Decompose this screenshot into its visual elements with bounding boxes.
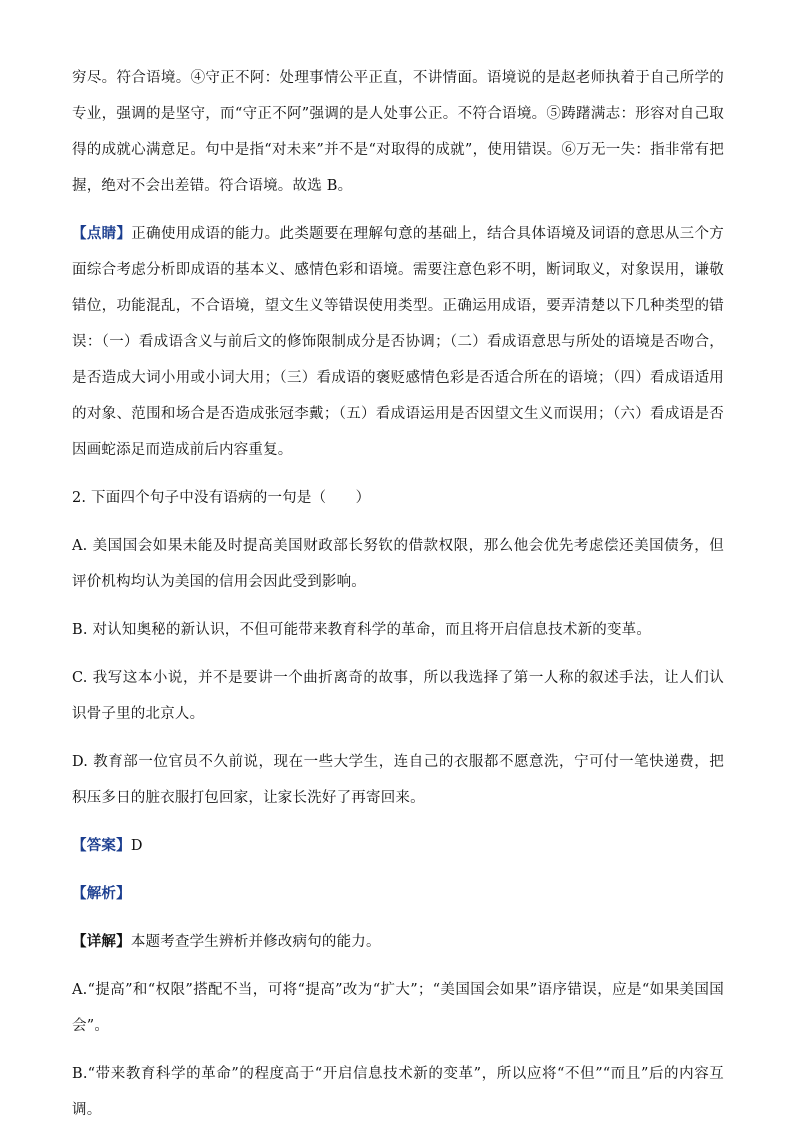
- option-c: C. 我写这本小说，并不是要讲一个曲折离奇的故事，所以我选择了第一人称的叙述手法，让人们认识骨子里的北京人。: [72, 670, 724, 722]
- detail-intro: 本题考查学生辨析并修改病句的能力。: [130, 934, 381, 950]
- detail-item-b: B.“带来教育科学的革命”的程度高于“开启信息技术新的变革”，所以应将“不但”“而且”后的内容互调。: [72, 1066, 724, 1118]
- detail-label: 【详解】: [72, 933, 131, 950]
- dianjing-section: [72, 216, 724, 468]
- question-stem: 2. 下面四个句子中没有语病的一句是（ ）: [72, 490, 371, 506]
- detail-intro-line: [72, 924, 724, 960]
- answer-line: [72, 828, 724, 864]
- analysis-heading: [72, 876, 724, 912]
- analysis-label: 【解析】: [72, 885, 131, 902]
- dianjing-label: 【点睛】: [72, 225, 132, 242]
- previous-explanation-continuation: 穷尽。符合语境。④守正不阿：处理事情公平正直，不讲情面。语境说的是赵老师执着于自己所学的专业，强调的是坚守，而“守正不阿”强调的是人处事公正。不符合语境。⑤踌躇满志：形容对自己取得的成就心满意足。句中是指“对未来”并不是“对取得的成就”，使用错误。⑥万无一失：指非常有把握，绝对不会出差错。符合语境。故选 B。: [72, 70, 724, 194]
- dianjing-text: 正确使用成语的能力。此类题要在理解句意的基础上，结合具体语境及词语的意思从三个方面综合考虑分析即成语的基本义、感情色彩和语境。需要注意色彩不明，断词取义，对象误用，谦敬错位，功能混乱，不合语境，望文生义等错误使用类型。正确运用成语，要弄清楚以下几种类型的错误：（一）看成语含义与前后文的修饰限制成分是否协调；（二）看成语意思与所处的语境是否吻合，是否造成大词小用或小词大用；（三）看成语的褒贬感情色彩是否适合所在的语境；（四）看成语适用的对象、范围和场合是否造成张冠李戴；（五）看成语运用是否因望文生义而误用；（六）看成语是否因画蛇添足而造成前后内容重复。: [72, 226, 724, 458]
- detail-item-a: A.“提高”和“权限”搭配不当，可将“提高”改为“扩大”；“美国国会如果”语序错误，应是“如果美国国会”。: [72, 982, 724, 1034]
- answer-value: D: [130, 838, 143, 854]
- document-page: [72, 60, 724, 1128]
- option-d: D. 教育部一位官员不久前说，现在一些大学生，连自己的衣服都不愿意洗，宁可付一笔快递费，把积压多日的脏衣服打包回家，让家长洗好了再寄回来。: [72, 754, 724, 806]
- option-a: A. 美国国会如果未能及时提高美国财政部长努钦的借款权限，那么他会优先考虑偿还美国债务，但评价机构均认为美国的信用会因此受到影响。: [72, 538, 724, 590]
- answer-label: 【答案】: [72, 837, 131, 854]
- option-b: B. 对认知奥秘的新认识，不但可能带来教育科学的革命，而且将开启信息技术新的变革。: [72, 622, 652, 638]
